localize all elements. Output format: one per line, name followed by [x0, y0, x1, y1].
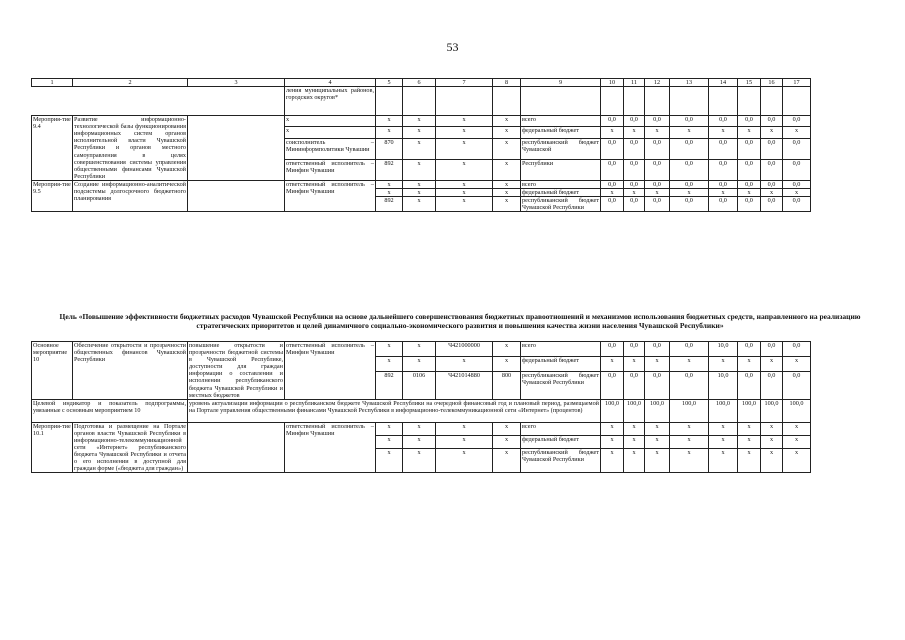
code-cell: x	[376, 448, 403, 473]
value-cell: 0,0	[624, 371, 645, 399]
value-cell: 0,0	[670, 180, 709, 188]
code-cell: x	[403, 189, 436, 197]
value-cell: x	[670, 356, 709, 371]
indicator-value: 100,0	[709, 399, 738, 422]
code-cell: x	[403, 356, 436, 371]
code-cell: 892	[376, 197, 403, 212]
event-executor: ответственный исполнитель – Минфин Чувашии	[285, 342, 376, 400]
code-cell: x	[403, 138, 436, 159]
code-cell: 0106	[403, 371, 436, 399]
value-cell: 0,0	[709, 159, 738, 180]
code-cell: Ч421014880	[436, 371, 493, 399]
value-cell: x	[624, 127, 645, 138]
value-cell: x	[738, 127, 761, 138]
value-cell: x	[709, 435, 738, 448]
value-cell: 0,0	[601, 159, 624, 180]
value-cell: x	[761, 189, 783, 197]
value-cell: 0,0	[761, 197, 783, 212]
funding-source: федеральный бюджет	[521, 189, 601, 197]
event-id: Основное мероприятие 10	[32, 342, 73, 400]
value-cell: 0,0	[761, 180, 783, 188]
funding-source: всего	[521, 342, 601, 357]
value-cell: 0,0	[624, 180, 645, 188]
code-cell: x	[376, 116, 403, 127]
value-cell: 0,0	[709, 197, 738, 212]
value-cell: x	[670, 422, 709, 435]
value-cell: x	[670, 189, 709, 197]
value-cell: 0,0	[601, 371, 624, 399]
column-number: 6	[403, 79, 436, 87]
column-number: 8	[493, 79, 521, 87]
code-cell: x	[436, 127, 493, 138]
continuation-row	[32, 87, 811, 116]
column-number: 16	[761, 79, 783, 87]
value-cell: x	[645, 448, 670, 473]
funding-source: республиканский бюджет Чувашской Республики	[521, 448, 601, 473]
indicator-value: 100,0	[783, 399, 811, 422]
indicator-value: 100,0	[670, 399, 709, 422]
value-cell: 0,0	[738, 371, 761, 399]
funding-source: всего	[521, 180, 601, 188]
code-cell: x	[436, 180, 493, 188]
event-id: Мероприя-тие 10.1	[32, 422, 73, 473]
value-cell: x	[761, 448, 783, 473]
value-cell: x	[738, 448, 761, 473]
code-cell: x	[436, 197, 493, 212]
code-cell: x	[436, 356, 493, 371]
indicator-text: уровень актуализации информации о республиканском бюджете Чувашской Республики на очередной финансовый год и плановый период, размещаемой на Портале управления общественными финансами Чувашской Республики в информационно-телекоммуникационной сети «Интернет» (процентов)	[188, 399, 601, 422]
executor-cell: x	[285, 127, 376, 138]
indicator-label: Целевой индикатор и показатель подпрограммы, увязанные с основным мероприятием 10	[32, 399, 188, 422]
indicator-value: 100,0	[645, 399, 670, 422]
table-row	[32, 180, 811, 188]
code-cell: x	[436, 138, 493, 159]
value-cell: x	[624, 356, 645, 371]
column-number: 5	[376, 79, 403, 87]
value-cell: 0,0	[670, 371, 709, 399]
goal-heading: Цель «Повышение эффективности бюджетных расходов Чувашской Республики на основе дальнейшего совершенствования бюджетных правоотношений и механизмов использования бюджетных средств, направленного на реализацию стратегических приоритетов и целей динамичного социально-экономического развития и повышения качества жизни населения Чувашской Республики»	[59, 312, 861, 330]
column-number: 14	[709, 79, 738, 87]
event-executor: ответственный исполнитель – Минфин Чувашии	[285, 180, 376, 211]
value-cell: 0,0	[670, 138, 709, 159]
table-row	[32, 116, 811, 127]
value-cell: 0,0	[738, 116, 761, 127]
code-cell: x	[493, 197, 521, 212]
value-cell: 0,0	[645, 180, 670, 188]
code-cell: 800	[493, 371, 521, 399]
value-cell: 0,0	[783, 371, 811, 399]
code-cell: x	[493, 116, 521, 127]
event-executor: ответственный исполнитель – Минфин Чувашии	[285, 422, 376, 473]
code-cell: x	[376, 127, 403, 138]
code-cell: x	[436, 422, 493, 435]
value-cell: x	[709, 422, 738, 435]
value-cell: 0,0	[783, 180, 811, 188]
value-cell: 0,0	[738, 159, 761, 180]
code-cell: x	[376, 356, 403, 371]
value-cell: 0,0	[601, 138, 624, 159]
value-cell: 0,0	[601, 116, 624, 127]
code-cell: 870	[376, 138, 403, 159]
value-cell: x	[601, 189, 624, 197]
value-cell: x	[709, 448, 738, 473]
value-cell: x	[645, 356, 670, 371]
value-cell: x	[738, 435, 761, 448]
code-cell: x	[436, 189, 493, 197]
value-cell: 0,0	[645, 159, 670, 180]
column-number: 10	[601, 79, 624, 87]
value-cell: x	[783, 422, 811, 435]
continuation-cell: ления муниципальных районов, городских округов*	[285, 87, 376, 116]
code-cell: x	[493, 448, 521, 473]
event-id: Мероприя-тие 9.4	[32, 116, 73, 181]
value-cell: x	[738, 356, 761, 371]
column-number: 7	[436, 79, 493, 87]
value-cell: 0,0	[624, 342, 645, 357]
code-cell: 892	[376, 159, 403, 180]
value-cell: x	[645, 435, 670, 448]
funding-source: федеральный бюджет	[521, 435, 601, 448]
value-cell: 0,0	[601, 342, 624, 357]
value-cell: 0,0	[738, 180, 761, 188]
indicator-row	[32, 399, 811, 422]
table-row	[32, 342, 811, 357]
value-cell: 0,0	[761, 342, 783, 357]
value-cell: x	[783, 448, 811, 473]
value-cell: x	[761, 356, 783, 371]
code-cell: x	[376, 435, 403, 448]
value-cell: 10,0	[709, 371, 738, 399]
code-cell: x	[493, 422, 521, 435]
event-name: Подготовка и размещение на Портале органов власти Чувашской Республики в информационно-телекоммуникационной сети «Интернет» республиканского бюджета Чувашской Республики и отчета о его исполнении в доступной для граждан форме («бюджета для граждан»)	[74, 422, 186, 473]
value-cell: 0,0	[783, 159, 811, 180]
code-cell: 892	[376, 371, 403, 399]
value-cell: 0,0	[783, 197, 811, 212]
value-cell: x	[761, 127, 783, 138]
value-cell: x	[783, 189, 811, 197]
code-cell: x	[403, 127, 436, 138]
value-cell: 0,0	[761, 116, 783, 127]
code-cell: x	[403, 435, 436, 448]
value-cell: 0,0	[709, 138, 738, 159]
column-number: 3	[188, 79, 285, 87]
event-id: Мероприя-тие 9.5	[32, 180, 73, 211]
column-number: 12	[645, 79, 670, 87]
value-cell: x	[645, 127, 670, 138]
code-cell: x	[436, 448, 493, 473]
value-cell: x	[783, 127, 811, 138]
funding-source: республиканский бюджет Чувашской	[521, 138, 601, 159]
column-number: 13	[670, 79, 709, 87]
code-cell: x	[493, 159, 521, 180]
value-cell: 0,0	[738, 197, 761, 212]
column-number: 2	[73, 79, 188, 87]
code-cell: x	[376, 342, 403, 357]
table-row	[32, 422, 811, 435]
value-cell: 0,0	[783, 138, 811, 159]
value-cell: 0,0	[645, 371, 670, 399]
funding-source: федеральный бюджет	[521, 127, 601, 138]
value-cell: x	[645, 189, 670, 197]
indicator-value: 100,0	[601, 399, 624, 422]
event-target	[188, 422, 285, 473]
budget-table-lower	[31, 341, 811, 473]
value-cell: 0,0	[624, 116, 645, 127]
code-cell: x	[376, 189, 403, 197]
value-cell: x	[670, 448, 709, 473]
value-cell: 0,0	[709, 116, 738, 127]
executor-cell: ответственный исполнитель – Минфин Чувашии	[285, 159, 376, 180]
code-cell: x	[403, 180, 436, 188]
event-name: Развитие информационно-технологической базы функционирования информационных систем органов исполнительной власти Чувашской Республики и органов местного самоуправления в целях совершенствования системы управления общественными финансами Чувашской Республики	[74, 116, 186, 180]
code-cell: x	[436, 159, 493, 180]
value-cell: x	[761, 435, 783, 448]
code-cell: x	[493, 342, 521, 357]
value-cell: 0,0	[709, 180, 738, 188]
value-cell: 0,0	[761, 159, 783, 180]
funding-source: республиканский бюджет Чувашской Республики	[522, 197, 599, 212]
value-cell: x	[761, 422, 783, 435]
page-number: 53	[446, 40, 459, 54]
indicator-value: 100,0	[761, 399, 783, 422]
value-cell: 0,0	[645, 116, 670, 127]
code-cell: x	[493, 189, 521, 197]
value-cell: 0,0	[624, 197, 645, 212]
event-target: повышение открытости и прозрачности бюджетной системы в Чувашской Республике, доступности для граждан информации о составлении и исполнении республиканского бюджета Чувашской Республики и местных бюджетов	[189, 342, 283, 399]
code-cell: x	[493, 435, 521, 448]
value-cell: 0,0	[670, 159, 709, 180]
value-cell: x	[601, 127, 624, 138]
code-cell: Ч421000000	[436, 342, 493, 357]
budget-table-upper	[31, 78, 811, 212]
code-cell: x	[403, 197, 436, 212]
event-name: Создание информационно-аналитической подсистемы долгосрочного бюджетного планирования	[73, 180, 188, 211]
funding-source: всего	[521, 422, 601, 435]
event-target	[188, 180, 285, 211]
column-number: 9	[521, 79, 601, 87]
value-cell: x	[738, 422, 761, 435]
code-cell: x	[436, 116, 493, 127]
value-cell: x	[670, 127, 709, 138]
value-cell: 0,0	[670, 116, 709, 127]
value-cell: x	[709, 356, 738, 371]
value-cell: x	[601, 356, 624, 371]
value-cell: 0,0	[645, 342, 670, 357]
value-cell: x	[624, 435, 645, 448]
indicator-value: 100,0	[738, 399, 761, 422]
value-cell: 0,0	[761, 138, 783, 159]
value-cell: x	[709, 127, 738, 138]
value-cell: x	[783, 435, 811, 448]
value-cell: x	[624, 448, 645, 473]
column-number: 15	[738, 79, 761, 87]
value-cell: 10,0	[709, 342, 738, 357]
value-cell: x	[670, 435, 709, 448]
code-cell: x	[376, 180, 403, 188]
code-cell: x	[403, 342, 436, 357]
value-cell: x	[624, 189, 645, 197]
code-cell: x	[403, 422, 436, 435]
value-cell: x	[601, 435, 624, 448]
value-cell: 0,0	[645, 138, 670, 159]
code-cell: x	[493, 138, 521, 159]
column-number: 1	[32, 79, 73, 87]
executor-cell: x	[285, 116, 376, 127]
code-cell: x	[376, 422, 403, 435]
code-cell: x	[403, 116, 436, 127]
code-cell: x	[436, 435, 493, 448]
value-cell: x	[738, 189, 761, 197]
value-cell: 0,0	[738, 342, 761, 357]
value-cell: 0,0	[738, 138, 761, 159]
funding-source: республиканский бюджет Чувашской Республики	[521, 371, 601, 399]
value-cell: 0,0	[624, 159, 645, 180]
column-number: 11	[624, 79, 645, 87]
value-cell: 0,0	[624, 138, 645, 159]
value-cell: 0,0	[601, 197, 624, 212]
value-cell: 0,0	[670, 197, 709, 212]
value-cell: 0,0	[645, 197, 670, 212]
funding-source: всего	[521, 116, 601, 127]
value-cell: x	[601, 448, 624, 473]
funding-source: федеральный бюджет	[521, 356, 601, 371]
value-cell: x	[645, 422, 670, 435]
value-cell: x	[709, 189, 738, 197]
column-number: 4	[285, 79, 376, 87]
funding-source: Республики	[521, 159, 601, 180]
code-cell: x	[493, 356, 521, 371]
value-cell: x	[601, 422, 624, 435]
column-number: 17	[783, 79, 811, 87]
value-cell: x	[783, 356, 811, 371]
code-cell: x	[493, 180, 521, 188]
code-cell: x	[493, 127, 521, 138]
value-cell: 0,0	[670, 342, 709, 357]
value-cell: 0,0	[783, 116, 811, 127]
code-cell: x	[403, 448, 436, 473]
executor-cell: соисполнитель – Мининформполитики Чувашии	[285, 138, 376, 159]
event-name: Обеспечение открытости и прозрачности общественных финансов Чувашской Республики	[73, 342, 188, 400]
value-cell: 0,0	[761, 371, 783, 399]
indicator-value: 100,0	[624, 399, 645, 422]
code-cell: x	[403, 159, 436, 180]
event-target	[188, 116, 285, 181]
value-cell: 0,0	[783, 342, 811, 357]
column-number-row	[32, 79, 811, 87]
value-cell: x	[624, 422, 645, 435]
value-cell: 0,0	[601, 180, 624, 188]
